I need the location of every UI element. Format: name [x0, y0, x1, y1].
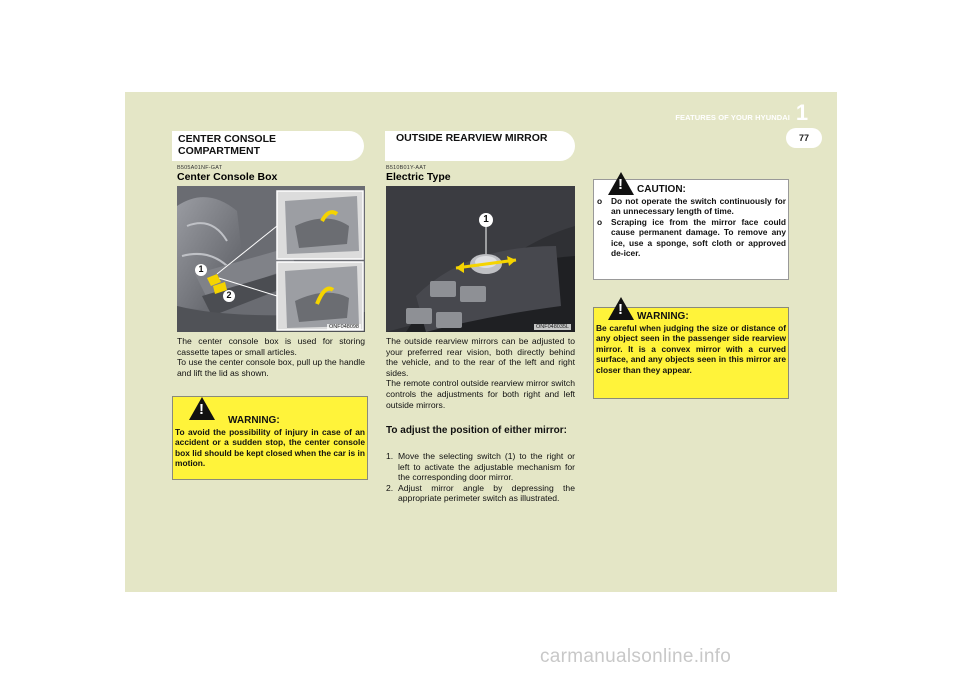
caution-bullet: o — [597, 196, 603, 206]
callout-1: 1 — [198, 264, 204, 274]
figure-code: ONF048098 — [329, 324, 359, 330]
warning-text: To avoid the possibility of injury in case of an accident or a sudden stop, the center console box lid should be kept closed when the car is in motion. — [175, 427, 365, 469]
callout-1: 1 — [483, 214, 489, 225]
body-text: The outside rearview mirrors can be adjusted to your preferred rear vision, both directly behind the vehicle, and to the rear of the left and right sides. The remote control outside rearview mirror switch controls the adjustments for both right and left outside mirrors. — [386, 336, 575, 410]
mirror-switch-illustration — [386, 186, 575, 332]
warning-icon — [189, 397, 215, 420]
subtitle-center-console-box: Center Console Box — [177, 171, 278, 183]
warning-text: Be careful when judging the size or distance of any object seen in the passenger side rearview mirror. It is a convex mirror with a curved surface, and any objects seen in this mirror are closer than they appear. — [596, 323, 786, 375]
section-title-rearview-mirror: OUTSIDE REARVIEW MIRROR — [396, 132, 548, 144]
warning-icon-glyph: ! — [618, 301, 623, 318]
warning-icon — [608, 172, 634, 195]
callout-2: 2 — [226, 290, 232, 300]
caution-item — [597, 217, 786, 259]
section-code: B505A01NF-GAT — [177, 165, 223, 171]
warning-icon — [608, 297, 634, 320]
mirror-switch-figure — [386, 186, 575, 332]
watermark-text: carmanualsonline.info — [540, 646, 732, 667]
center-console-body — [177, 336, 365, 378]
warning-icon-glyph: ! — [618, 176, 623, 193]
chapter-number: 1 — [795, 100, 809, 125]
step-item — [386, 483, 575, 504]
caution-item — [597, 196, 786, 217]
center-console-figure — [177, 186, 365, 332]
warning-title: WARNING: — [228, 415, 280, 426]
adjust-heading: To adjust the position of either mirror: — [386, 425, 567, 436]
section-code: B510B01Y-AAT — [386, 165, 427, 171]
caution-bullet: o — [597, 216, 603, 227]
step-number: 1. — [386, 451, 394, 461]
warning-icon-glyph: ! — [199, 401, 204, 418]
step-text: Move the selecting switch (1) to the right or left to activate the adjustable mechanism for the corresponding door mirror. — [398, 451, 575, 483]
warning-title: WARNING: — [637, 311, 689, 322]
page-number: 77 — [786, 128, 822, 148]
rearview-mirror-body — [386, 336, 575, 410]
chapter-label: FEATURES OF YOUR HYUNDAI — [675, 113, 790, 122]
center-console-illustration — [177, 186, 365, 332]
step-item — [386, 451, 575, 483]
caution-title: CAUTION: — [637, 184, 686, 195]
section-title-center-console: CENTER CONSOLE COMPARTMENT — [178, 133, 277, 157]
caution-list — [597, 196, 786, 258]
caution-text: Do not operate the switch continuously for an unnecessary length of time. — [611, 196, 786, 217]
step-text: Adjust mirror angle by depressing the appropriate perimeter switch as illustrated. — [398, 482, 575, 504]
figure-code: ONF048035L — [535, 324, 569, 330]
body-text: The center console box is used for storing cassette tapes or small articles. To use the center console box, pull up the handle and lift the lid as shown. — [177, 336, 365, 378]
step-number: 2. — [386, 482, 394, 493]
adjust-steps — [386, 451, 575, 504]
caution-text: Scraping ice from the mirror face could cause permanent damage. To remove any ice, use a sponge, soft cloth or approved de-icer. — [611, 216, 786, 259]
subtitle-electric-type: Electric Type — [386, 171, 451, 183]
